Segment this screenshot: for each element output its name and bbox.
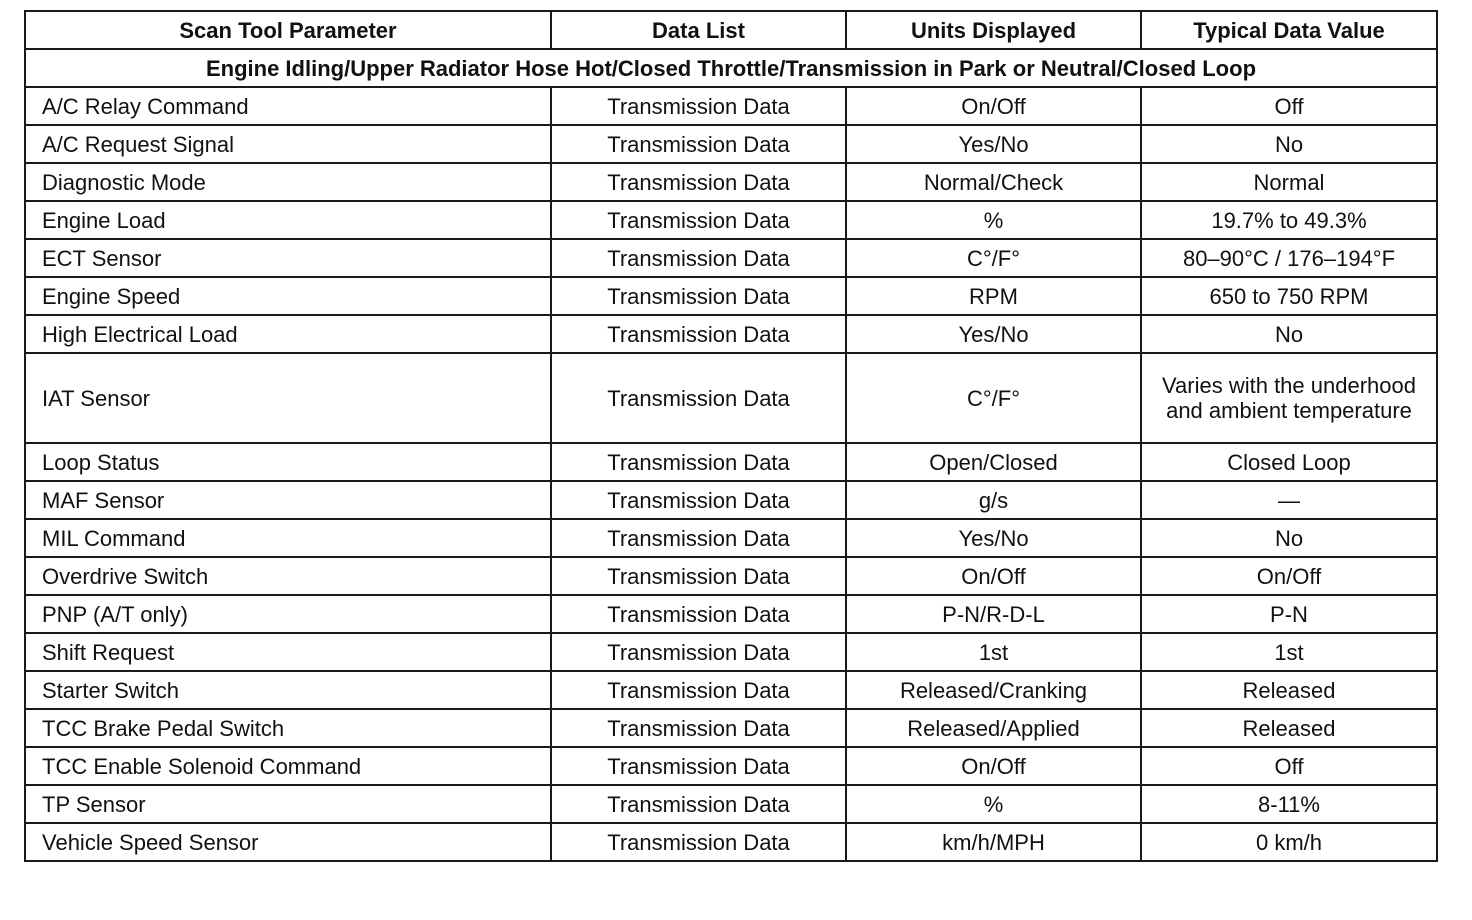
operating-condition: Engine Idling/Upper Radiator Hose Hot/Closed Throttle/Transmission in Park or Neutral/Closed Loop: [25, 49, 1437, 87]
units-cell: Released/Cranking: [846, 671, 1141, 709]
data-list-cell: Transmission Data: [551, 443, 846, 481]
table-row: [25, 443, 1437, 481]
parameter-cell: Engine Load: [25, 201, 551, 239]
table-row: [25, 277, 1437, 315]
typical-value-cell: No: [1141, 125, 1437, 163]
parameter-cell: MIL Command: [25, 519, 551, 557]
typical-value-cell: 8-11%: [1141, 785, 1437, 823]
parameter-cell: Overdrive Switch: [25, 557, 551, 595]
typical-value-cell: —: [1141, 481, 1437, 519]
table-row: [25, 519, 1437, 557]
parameter-cell: Shift Request: [25, 633, 551, 671]
parameter-cell: Vehicle Speed Sensor: [25, 823, 551, 861]
parameter-cell: A/C Relay Command: [25, 87, 551, 125]
data-list-cell: Transmission Data: [551, 519, 846, 557]
header-units-displayed: Units Displayed: [846, 11, 1141, 49]
table-row: [25, 747, 1437, 785]
table-row: [25, 595, 1437, 633]
data-list-cell: Transmission Data: [551, 315, 846, 353]
parameter-cell: MAF Sensor: [25, 481, 551, 519]
header-typical-data-value: Typical Data Value: [1141, 11, 1437, 49]
typical-value-cell: 19.7% to 49.3%: [1141, 201, 1437, 239]
typical-value-cell: 0 km/h: [1141, 823, 1437, 861]
table-row: [25, 709, 1437, 747]
typical-value-cell: P-N: [1141, 595, 1437, 633]
parameter-cell: Starter Switch: [25, 671, 551, 709]
condition-row: [25, 49, 1437, 87]
typical-value-cell: Released: [1141, 709, 1437, 747]
data-list-cell: Transmission Data: [551, 595, 846, 633]
typical-value-cell: On/Off: [1141, 557, 1437, 595]
parameter-cell: PNP (A/T only): [25, 595, 551, 633]
units-cell: Released/Applied: [846, 709, 1141, 747]
parameter-cell: IAT Sensor: [25, 353, 551, 443]
table-row: [25, 557, 1437, 595]
parameter-cell: TP Sensor: [25, 785, 551, 823]
units-cell: Open/Closed: [846, 443, 1141, 481]
parameter-cell: High Electrical Load: [25, 315, 551, 353]
units-cell: g/s: [846, 481, 1141, 519]
data-list-cell: Transmission Data: [551, 747, 846, 785]
table-row: [25, 239, 1437, 277]
data-list-cell: Transmission Data: [551, 125, 846, 163]
data-list-cell: Transmission Data: [551, 785, 846, 823]
parameter-cell: TCC Brake Pedal Switch: [25, 709, 551, 747]
table-row: [25, 633, 1437, 671]
parameter-cell: Loop Status: [25, 443, 551, 481]
typical-value-cell: No: [1141, 519, 1437, 557]
data-list-cell: Transmission Data: [551, 709, 846, 747]
units-cell: Yes/No: [846, 519, 1141, 557]
table-row: [25, 315, 1437, 353]
units-cell: km/h/MPH: [846, 823, 1141, 861]
typical-value-cell: Off: [1141, 87, 1437, 125]
table-row: [25, 201, 1437, 239]
typical-value-cell: Closed Loop: [1141, 443, 1437, 481]
table-row: [25, 671, 1437, 709]
parameter-cell: ECT Sensor: [25, 239, 551, 277]
units-cell: C°/F°: [846, 239, 1141, 277]
units-cell: Yes/No: [846, 315, 1141, 353]
parameter-cell: A/C Request Signal: [25, 125, 551, 163]
data-list-cell: Transmission Data: [551, 633, 846, 671]
table-row: [25, 785, 1437, 823]
typical-value-cell: Normal: [1141, 163, 1437, 201]
data-list-cell: Transmission Data: [551, 239, 846, 277]
table-row: [25, 823, 1437, 861]
typical-value-cell: Off: [1141, 747, 1437, 785]
units-cell: %: [846, 785, 1141, 823]
units-cell: Normal/Check: [846, 163, 1141, 201]
parameter-cell: Engine Speed: [25, 277, 551, 315]
data-list-cell: Transmission Data: [551, 671, 846, 709]
typical-value-cell: 80–90°C / 176–194°F: [1141, 239, 1437, 277]
parameter-cell: TCC Enable Solenoid Command: [25, 747, 551, 785]
units-cell: RPM: [846, 277, 1141, 315]
units-cell: Yes/No: [846, 125, 1141, 163]
data-list-cell: Transmission Data: [551, 481, 846, 519]
data-list-cell: Transmission Data: [551, 353, 846, 443]
data-list-cell: Transmission Data: [551, 823, 846, 861]
data-list-cell: Transmission Data: [551, 163, 846, 201]
scan-tool-data-table: [24, 10, 1438, 862]
units-cell: On/Off: [846, 747, 1141, 785]
units-cell: %: [846, 201, 1141, 239]
typical-value-cell: Varies with the underhood and ambient temperature: [1141, 353, 1437, 443]
table-row: [25, 353, 1437, 443]
table-row: [25, 163, 1437, 201]
units-cell: P-N/R-D-L: [846, 595, 1141, 633]
table-row: [25, 481, 1437, 519]
table-row: [25, 87, 1437, 125]
header-data-list: Data List: [551, 11, 846, 49]
typical-value-cell: 1st: [1141, 633, 1437, 671]
units-cell: On/Off: [846, 557, 1141, 595]
parameter-cell: Diagnostic Mode: [25, 163, 551, 201]
data-list-cell: Transmission Data: [551, 277, 846, 315]
units-cell: C°/F°: [846, 353, 1141, 443]
data-list-cell: Transmission Data: [551, 87, 846, 125]
table-row: [25, 125, 1437, 163]
typical-value-cell: No: [1141, 315, 1437, 353]
units-cell: 1st: [846, 633, 1141, 671]
header-row: [25, 11, 1437, 49]
data-list-cell: Transmission Data: [551, 201, 846, 239]
units-cell: On/Off: [846, 87, 1141, 125]
typical-value-cell: Released: [1141, 671, 1437, 709]
header-scan-tool-parameter: Scan Tool Parameter: [25, 11, 551, 49]
typical-value-cell: 650 to 750 RPM: [1141, 277, 1437, 315]
data-list-cell: Transmission Data: [551, 557, 846, 595]
